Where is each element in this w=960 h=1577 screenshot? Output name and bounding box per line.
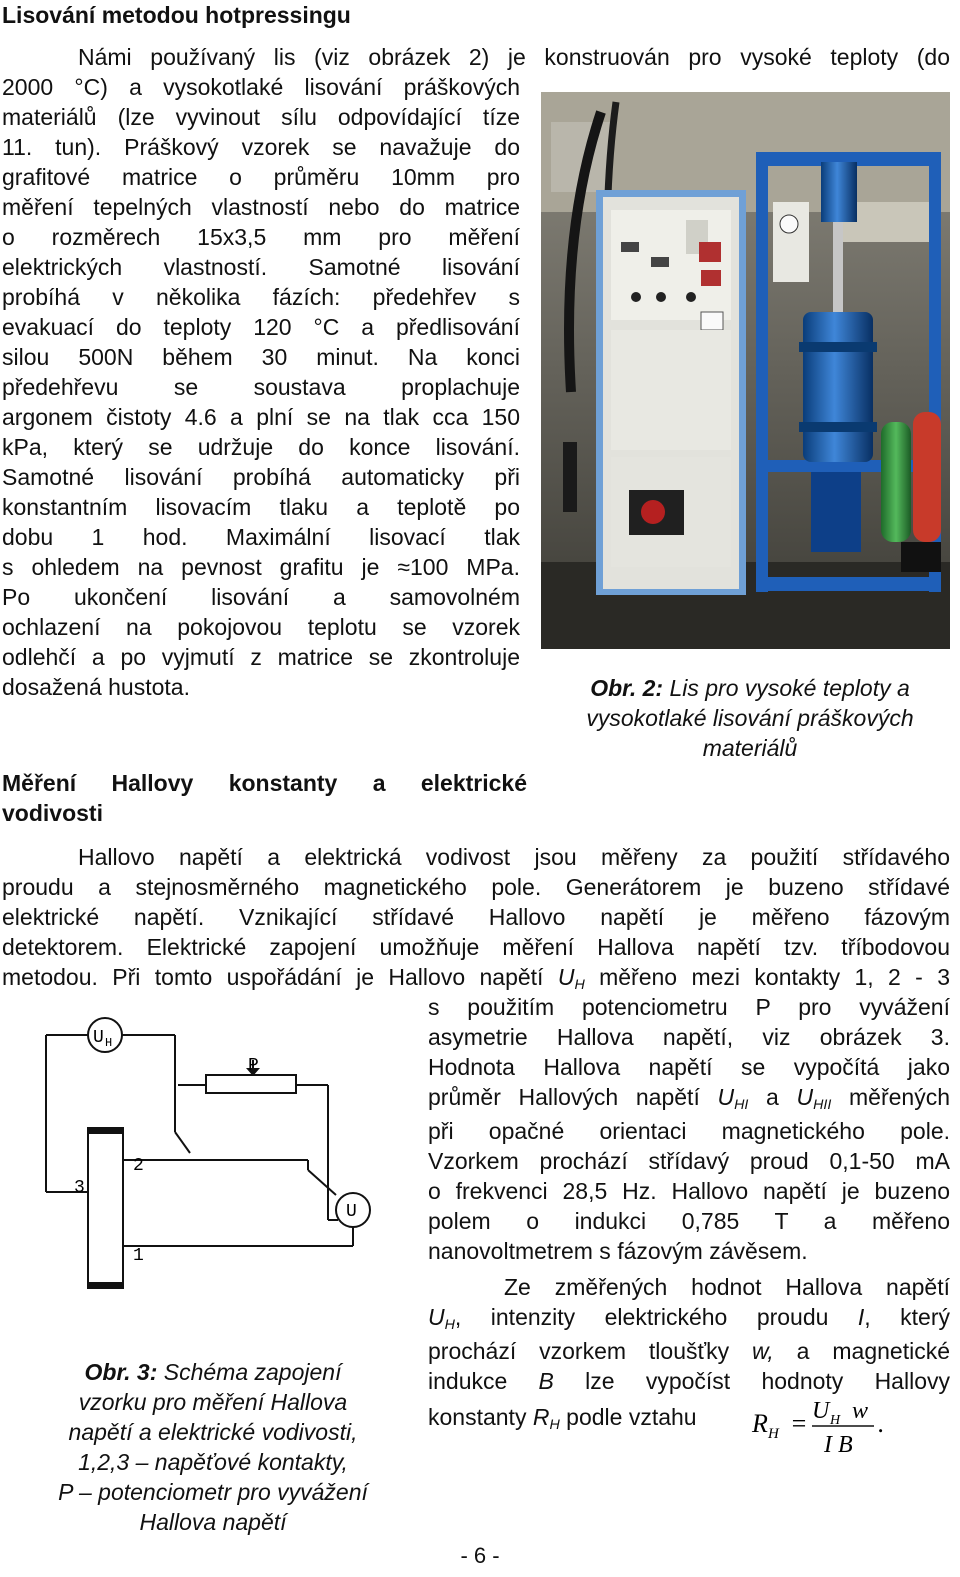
caption-line: materiálů bbox=[702, 735, 798, 761]
text-line: nanovoltmetrem s fázovým závěsem. bbox=[428, 1238, 808, 1264]
sample-top-electrode bbox=[88, 1128, 123, 1134]
figure-2-label: Obr. 2: bbox=[590, 675, 664, 701]
text-line: 2000 °C) a vysokotlaké lisování práškových bbox=[2, 74, 520, 100]
paragraph-hotpressing-first-line bbox=[2, 42, 950, 72]
section-heading-hall bbox=[2, 768, 527, 828]
heading-line: Měření Hallovy konstanty a elektrické bbox=[2, 770, 527, 796]
text-line: Námi používaný lis (viz obrázek 2) je konstruován pro vysoké teploty (do bbox=[78, 44, 950, 70]
contact-3-label: 3 bbox=[74, 1178, 85, 1198]
sample-bottom-electrode bbox=[88, 1282, 123, 1288]
text-line: konstantním lisovacím tlaku a teplotě po bbox=[2, 494, 520, 520]
caption-line: vysokotlaké lisování práškových bbox=[586, 705, 914, 731]
formula-period: . bbox=[878, 1409, 885, 1438]
formula-lhs: R bbox=[752, 1409, 768, 1438]
potentiometer-label: P bbox=[248, 1056, 259, 1076]
contact-1-label: 1 bbox=[133, 1246, 144, 1266]
text-line: indukce B lze vypočíst hodnoty Hallovy bbox=[428, 1368, 950, 1394]
uh-meter-label: U bbox=[93, 1028, 104, 1048]
paragraph-hall-full-width bbox=[2, 842, 950, 996]
text-line: elektrických vlastností. Samotné lisování bbox=[2, 254, 520, 280]
text-line: Po ukončení lisování a samovolném bbox=[2, 584, 520, 610]
section-heading-hotpressing: Lisování metodou hotpressingu bbox=[2, 2, 351, 28]
potentiometer-icon bbox=[206, 1075, 296, 1093]
text-line: s použitím potenciometru P pro vyvážení bbox=[428, 994, 950, 1020]
text-line: detektorem. Elektrické zapojení umožňuje měření Hallova napětí tzv. tříbodovou bbox=[2, 934, 950, 960]
figure-3-label: Obr. 3: bbox=[84, 1359, 158, 1385]
text-line: argonem čistoty 4.6 a plní se na tlak cca 150 bbox=[2, 404, 520, 430]
caption-line: napětí a elektrické vodivosti, bbox=[68, 1419, 358, 1445]
paragraph-hotpressing bbox=[2, 72, 520, 702]
text-line: probíhá v několika fázích: předehřev s bbox=[2, 284, 520, 310]
text-line: dobu 1 hod. Maximální lisovací tlak bbox=[2, 524, 520, 550]
text-line: konstanty RH podle vztahu bbox=[428, 1404, 697, 1434]
hall-circuit-diagram bbox=[38, 1010, 398, 1350]
text-line: kPa, který se udržuje do konce lisování. bbox=[2, 434, 520, 460]
formula-equals: = bbox=[790, 1409, 808, 1438]
formula-numerator-w: w bbox=[852, 1398, 869, 1424]
caption-line: 1,2,3 – napěťové kontakty, bbox=[78, 1449, 348, 1475]
text-line: silou 500N během 30 minut. Na konci bbox=[2, 344, 520, 370]
formula-lhs-sub: H bbox=[768, 1426, 779, 1442]
page-number: - 6 - bbox=[460, 1543, 500, 1568]
paragraph-hall-right bbox=[428, 992, 950, 1266]
text-line: s ohledem na pevnost grafitu je ≈100 MPa. bbox=[2, 554, 520, 580]
u-meter-label: U bbox=[346, 1202, 357, 1222]
text-line: polem o indukci 0,785 T a měřeno bbox=[428, 1208, 950, 1234]
uh-meter-sub: H bbox=[105, 1036, 113, 1050]
caption-line: P – potenciometr pro vyvážení bbox=[58, 1479, 368, 1505]
caption-line: Hallova napětí bbox=[139, 1509, 287, 1535]
text-line: metodou. Při tomto uspořádání je Hallovo napětí UH měřeno mezi kontakty 1, 2 - 3 bbox=[2, 964, 950, 994]
formula-denominator: I B bbox=[824, 1432, 853, 1458]
text-line: asymetrie Hallova napětí, viz obrázek 3. bbox=[428, 1024, 950, 1050]
formula-numerator-u: U bbox=[812, 1398, 830, 1424]
formula-numerator-sub: H bbox=[830, 1413, 841, 1428]
text-line: elektrické napětí. Vznikající střídavé Hallovo napětí je měřeno fázovým bbox=[2, 904, 950, 930]
text-line: proudu a stejnosměrného magnetického pole. Generátorem je buzeno střídavé bbox=[2, 874, 950, 900]
text-line: Ze změřených hodnot Hallova napětí bbox=[504, 1274, 950, 1300]
text-line: grafitové matrice o průměru 10mm pro bbox=[2, 164, 520, 190]
text-line: průměr Hallových napětí UHI a UHII měřených bbox=[428, 1084, 950, 1114]
text-line: Hodnota Hallova napětí se vypočítá jako bbox=[428, 1054, 950, 1080]
text-line: 11. tun). Práškový vzorek se navažuje do bbox=[2, 134, 520, 160]
caption-line: vzorku pro měření Hallova bbox=[78, 1389, 348, 1415]
press-photo bbox=[541, 92, 950, 649]
text-line: Hallovo napětí a elektrická vodivost jsou měřeny za použití střídavého bbox=[78, 844, 950, 870]
text-line: odlehčí a po vyjmutí z matrice se zkontroluje bbox=[2, 644, 520, 670]
text-line: dosažená hustota. bbox=[2, 674, 190, 700]
caption-line: Lis pro vysoké teploty a bbox=[669, 675, 910, 701]
caption-line: Schéma zapojení bbox=[163, 1359, 342, 1385]
heading-line: vodivosti bbox=[2, 800, 103, 826]
text-line: evakuací do teploty 120 °C a předlisování bbox=[2, 314, 520, 340]
text-line: měření tepelných vlastností nebo do matrice bbox=[2, 194, 520, 220]
text-line: ochlazení na pokojovou teplotu se vzorek bbox=[2, 614, 520, 640]
text-line: při opačné orientaci magnetického pole. bbox=[428, 1118, 950, 1144]
text-line: o frekvenci 28,5 Hz. Hallovo napětí je buzeno bbox=[428, 1178, 950, 1204]
text-line: předehřevu se soustava proplachuje bbox=[2, 374, 520, 400]
text-line: o rozměrech 15x3,5 mm pro měření bbox=[2, 224, 520, 250]
text-line: prochází vzorkem tloušťky w, a magnetické bbox=[428, 1338, 950, 1364]
text-line: UH, intenzity elektrického proudu I, který bbox=[428, 1304, 950, 1334]
hall-constant-formula bbox=[752, 1392, 902, 1469]
figure-3-caption bbox=[18, 1357, 408, 1537]
contact-2-label: 2 bbox=[133, 1156, 144, 1176]
figure-2-caption bbox=[541, 673, 959, 763]
text-line: Vzorkem prochází střídavý proud 0,1-50 mA bbox=[428, 1148, 950, 1174]
text-line: materiálů (lze vyvinout sílu odpovídající tíze bbox=[2, 104, 520, 130]
text-line: Samotné lisování probíhá automaticky při bbox=[2, 464, 520, 490]
